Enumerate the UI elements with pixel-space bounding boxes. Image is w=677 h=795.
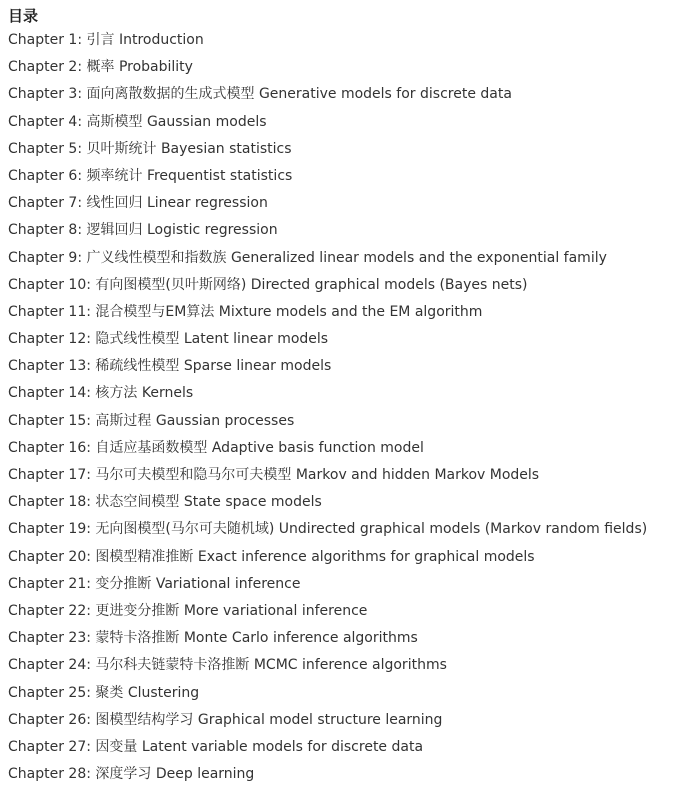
chapter-item: Chapter 19: 无向图模型(马尔可夫随机域) Undirected graphical models (Markov random fields) (8, 521, 648, 538)
chapter-item: Chapter 22: 更进变分推断 More variational inference (8, 602, 368, 619)
chapter-item: Chapter 20: 图模型精准推断 Exact inference algorithms for graphical models (8, 548, 535, 565)
chapter-item: Chapter 12: 隐式线性模型 Latent linear models (8, 331, 329, 348)
chapter-item: Chapter 3: 面向离散数据的生成式模型 Generative models for discrete data (8, 86, 512, 103)
chapter-item: Chapter 1: 引言 Introduction (8, 32, 204, 48)
chapter-item: Chapter 4: 高斯模型 Gaussian models (8, 113, 267, 130)
toc-title: 目录 (8, 7, 39, 25)
chapter-item: Chapter 24: 马尔科夫链蒙特卡洛推断 MCMC inference algorithms (8, 657, 447, 674)
chapter-item: Chapter 23: 蒙特卡洛推断 Monte Carlo inference algorithms (8, 630, 418, 647)
table-of-contents (8, 0, 673, 788)
chapter-item: Chapter 9: 广义线性模型和指数族 Generalized linear models and the exponential family (8, 249, 607, 266)
chapter-item: Chapter 11: 混合模型与EM算法 Mixture models and the EM algorithm (8, 303, 483, 320)
chapter-item: Chapter 17: 马尔可夫模型和隐马尔可夫模型 Markov and hidden Markov Models (8, 467, 540, 483)
chapter-item: Chapter 27: 因变量 Latent variable models for discrete data (8, 738, 424, 755)
chapter-item: Chapter 18: 状态空间模型 State space models (8, 494, 322, 511)
chapter-item: Chapter 25: 聚类 Clustering (8, 684, 200, 701)
chapter-item: Chapter 6: 频率统计 Frequentist statistics (8, 167, 293, 184)
chapter-item: Chapter 26: 图模型结构学习 Graphical model structure learning (8, 711, 443, 728)
chapter-item: Chapter 16: 自适应基函数模型 Adaptive basis function model (8, 439, 424, 456)
chapter-item: Chapter 7: 线性回归 Linear regression (8, 195, 268, 212)
chapter-item: Chapter 14: 核方法 Kernels (8, 385, 194, 402)
chapter-item: Chapter 10: 有向图模型(贝叶斯网络) Directed graphical models (Bayes nets) (8, 276, 528, 293)
chapter-item: Chapter 15: 高斯过程 Gaussian processes (8, 412, 295, 429)
chapter-item: Chapter 21: 变分推断 Variational inference (8, 575, 301, 592)
chapter-item: Chapter 28: 深度学习 Deep learning (8, 766, 255, 783)
chapter-item: Chapter 2: 概率 Probability (8, 59, 193, 76)
chapter-list (8, 27, 673, 788)
chapter-item: Chapter 5: 贝叶斯统计 Bayesian statistics (8, 140, 292, 157)
chapter-item: Chapter 8: 逻辑回归 Logistic regression (8, 222, 278, 239)
chapter-item: Chapter 13: 稀疏线性模型 Sparse linear models (8, 358, 332, 375)
